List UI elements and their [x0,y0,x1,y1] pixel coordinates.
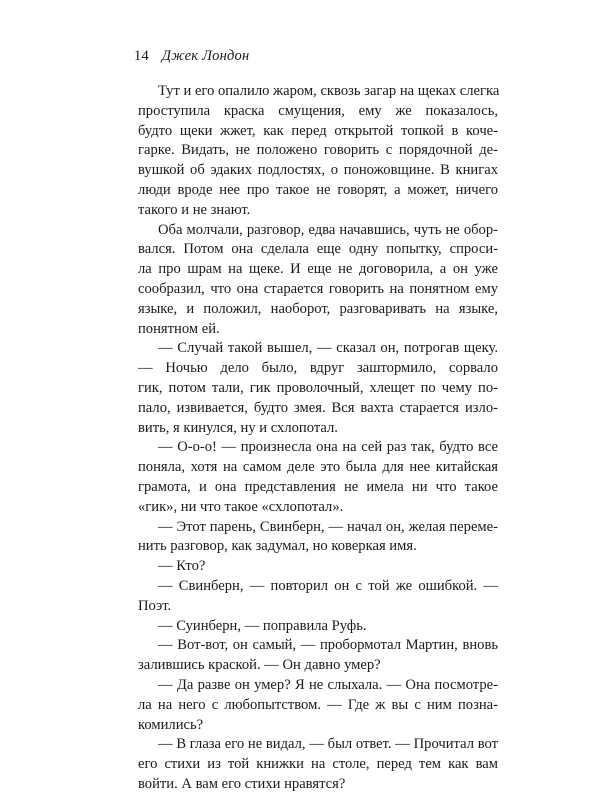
text-line: вался. Потом она сделала еще одну попытку, спроси- [138,241,498,258]
text-line: — Свинберн, — повторил он с той же ошибкой. — [158,577,498,594]
text-line: залившись краской. — Он давно умер? [138,657,381,674]
text-line: — Кто? [158,558,206,575]
text-line: его стихи из той книжки на столе, перед тем как вам [138,756,498,773]
running-head [134,47,249,65]
text-line: грамота, и она представления не имела ни что такое [138,478,498,495]
text-line: ла про шрам на щеке. И еще не договорила, а он уже [138,261,498,278]
text-line: — Да разве он умер? Я не слыхала. — Она посмотре- [158,676,498,693]
text-line: понятном ей. [138,320,220,337]
running-head-author: Джек Лондон [161,48,250,64]
text-line: вить, я кинулся, ну и схлопотал. [138,419,338,436]
text-line: — Этот парень, Свинберн, — начал он, желая переме- [158,518,498,535]
text-line: — В глаза его не видал, — был ответ. — Прочитал вот [158,736,498,753]
text-line: Поэт. [138,597,172,614]
text-line: сообразил, что она старается говорить на понятном ему [138,280,498,297]
text-line: Оба молчали, разговор, едва начавшись, чуть не обор- [158,221,498,238]
text-line: — Ночью дело было, вдруг заштормило, сорвало [138,360,498,377]
text-line: — Случай такой вышел, — сказал он, потрогав щеку. [158,340,498,357]
text-line: языке, и положил, наоборот, разговаривать на языке, [138,300,498,317]
text-line: нить разговор, как задумал, но коверкая имя. [138,538,417,555]
text-line: — Вот-вот, он самый, — пробормотал Мартин, вновь [158,637,498,654]
text-line: — О-о-о! — произнесла она на сей раз так, будто все [158,439,498,456]
text-line: — Суинберн, — поправила Руфь. [158,617,367,634]
page-number: 14 [134,48,149,64]
text-line: люди вроде нее про такое не говорят, а может, ничего [138,181,498,198]
text-line: гарке. Видать, не положено говорить с порядочной де- [138,142,498,159]
text-line: поняла, хотя на самом деле это была для нее китайская [138,459,498,476]
text-line: «гик», ни что такое «схлопотал». [138,498,344,515]
text-line: будто щеки жжет, как перед открытой топкой в коче- [138,122,498,139]
body-text [138,82,498,795]
text-line: гик, потом тали, гик проволочный, хлещет по чему по- [138,379,498,396]
text-line: пало, извивается, будто змея. Вся вахта старается изло- [138,399,498,416]
text-line: вушкой об эдаких подлостях, о поножовщине. В книгах [138,162,498,179]
text-line: проступила краска смущения, ему же показалось, [138,102,498,119]
text-line: ла на него с любопытством. — Где ж вы с ним позна- [138,696,498,713]
text-line: такого и не знают. [138,201,251,218]
text-line: комились? [138,716,204,733]
text-line: войти. А вам его стихи нравятся? [138,775,346,792]
text-line: Тут и его опалило жаром, сквозь загар на щеках слегка [158,83,500,99]
